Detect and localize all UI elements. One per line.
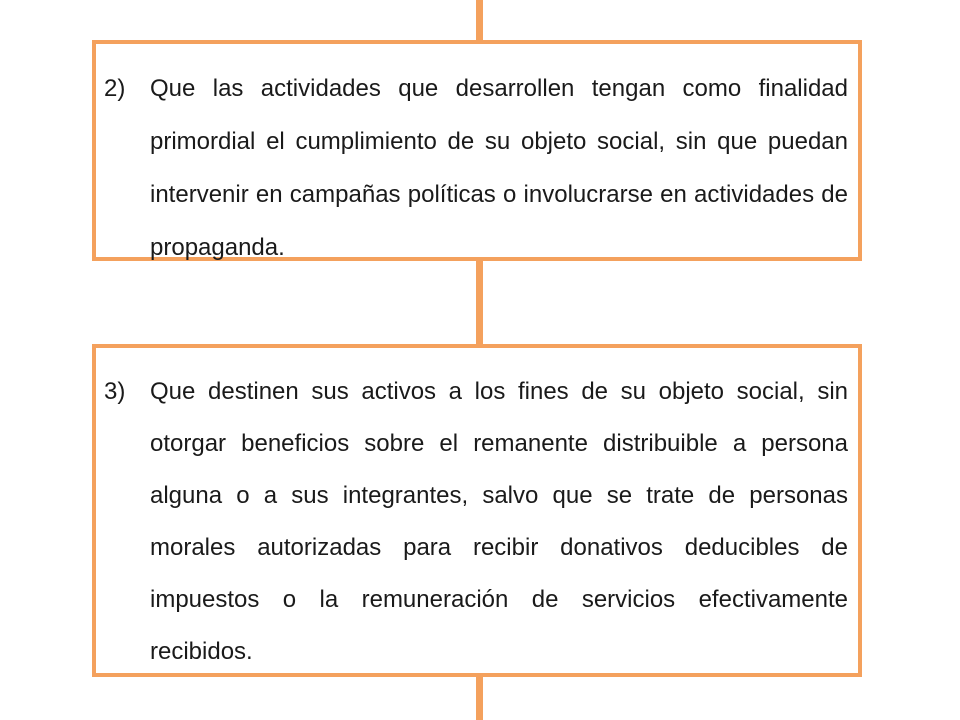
connector-line-bottom	[476, 675, 483, 720]
item-text: Que las actividades que desarrollen tengan como finalidad primordial el cumplimiento de su objeto social, sin que puedan intervenir en campañas políticas o involucrarse en actividades de propaganda.	[150, 75, 848, 261]
item-number: 3)	[104, 378, 126, 405]
connector-line-top	[476, 0, 483, 42]
item-number: 2)	[104, 75, 126, 102]
requirement-item-2	[104, 62, 848, 274]
connector-line-middle	[476, 259, 483, 347]
requirement-box-2	[92, 40, 862, 261]
requirement-box-3	[92, 344, 862, 677]
requirement-item-3	[104, 366, 848, 678]
item-text: Que destinen sus activos a los fines de su objeto social, sin otorgar beneficios sobre el remanente distribuible a persona alguna o a sus integrantes, salvo que se trate de personas morales autorizadas para recibir donativos deducibles de impuestos o la remuneración de servicios efectivamente recibidos.	[150, 378, 848, 665]
